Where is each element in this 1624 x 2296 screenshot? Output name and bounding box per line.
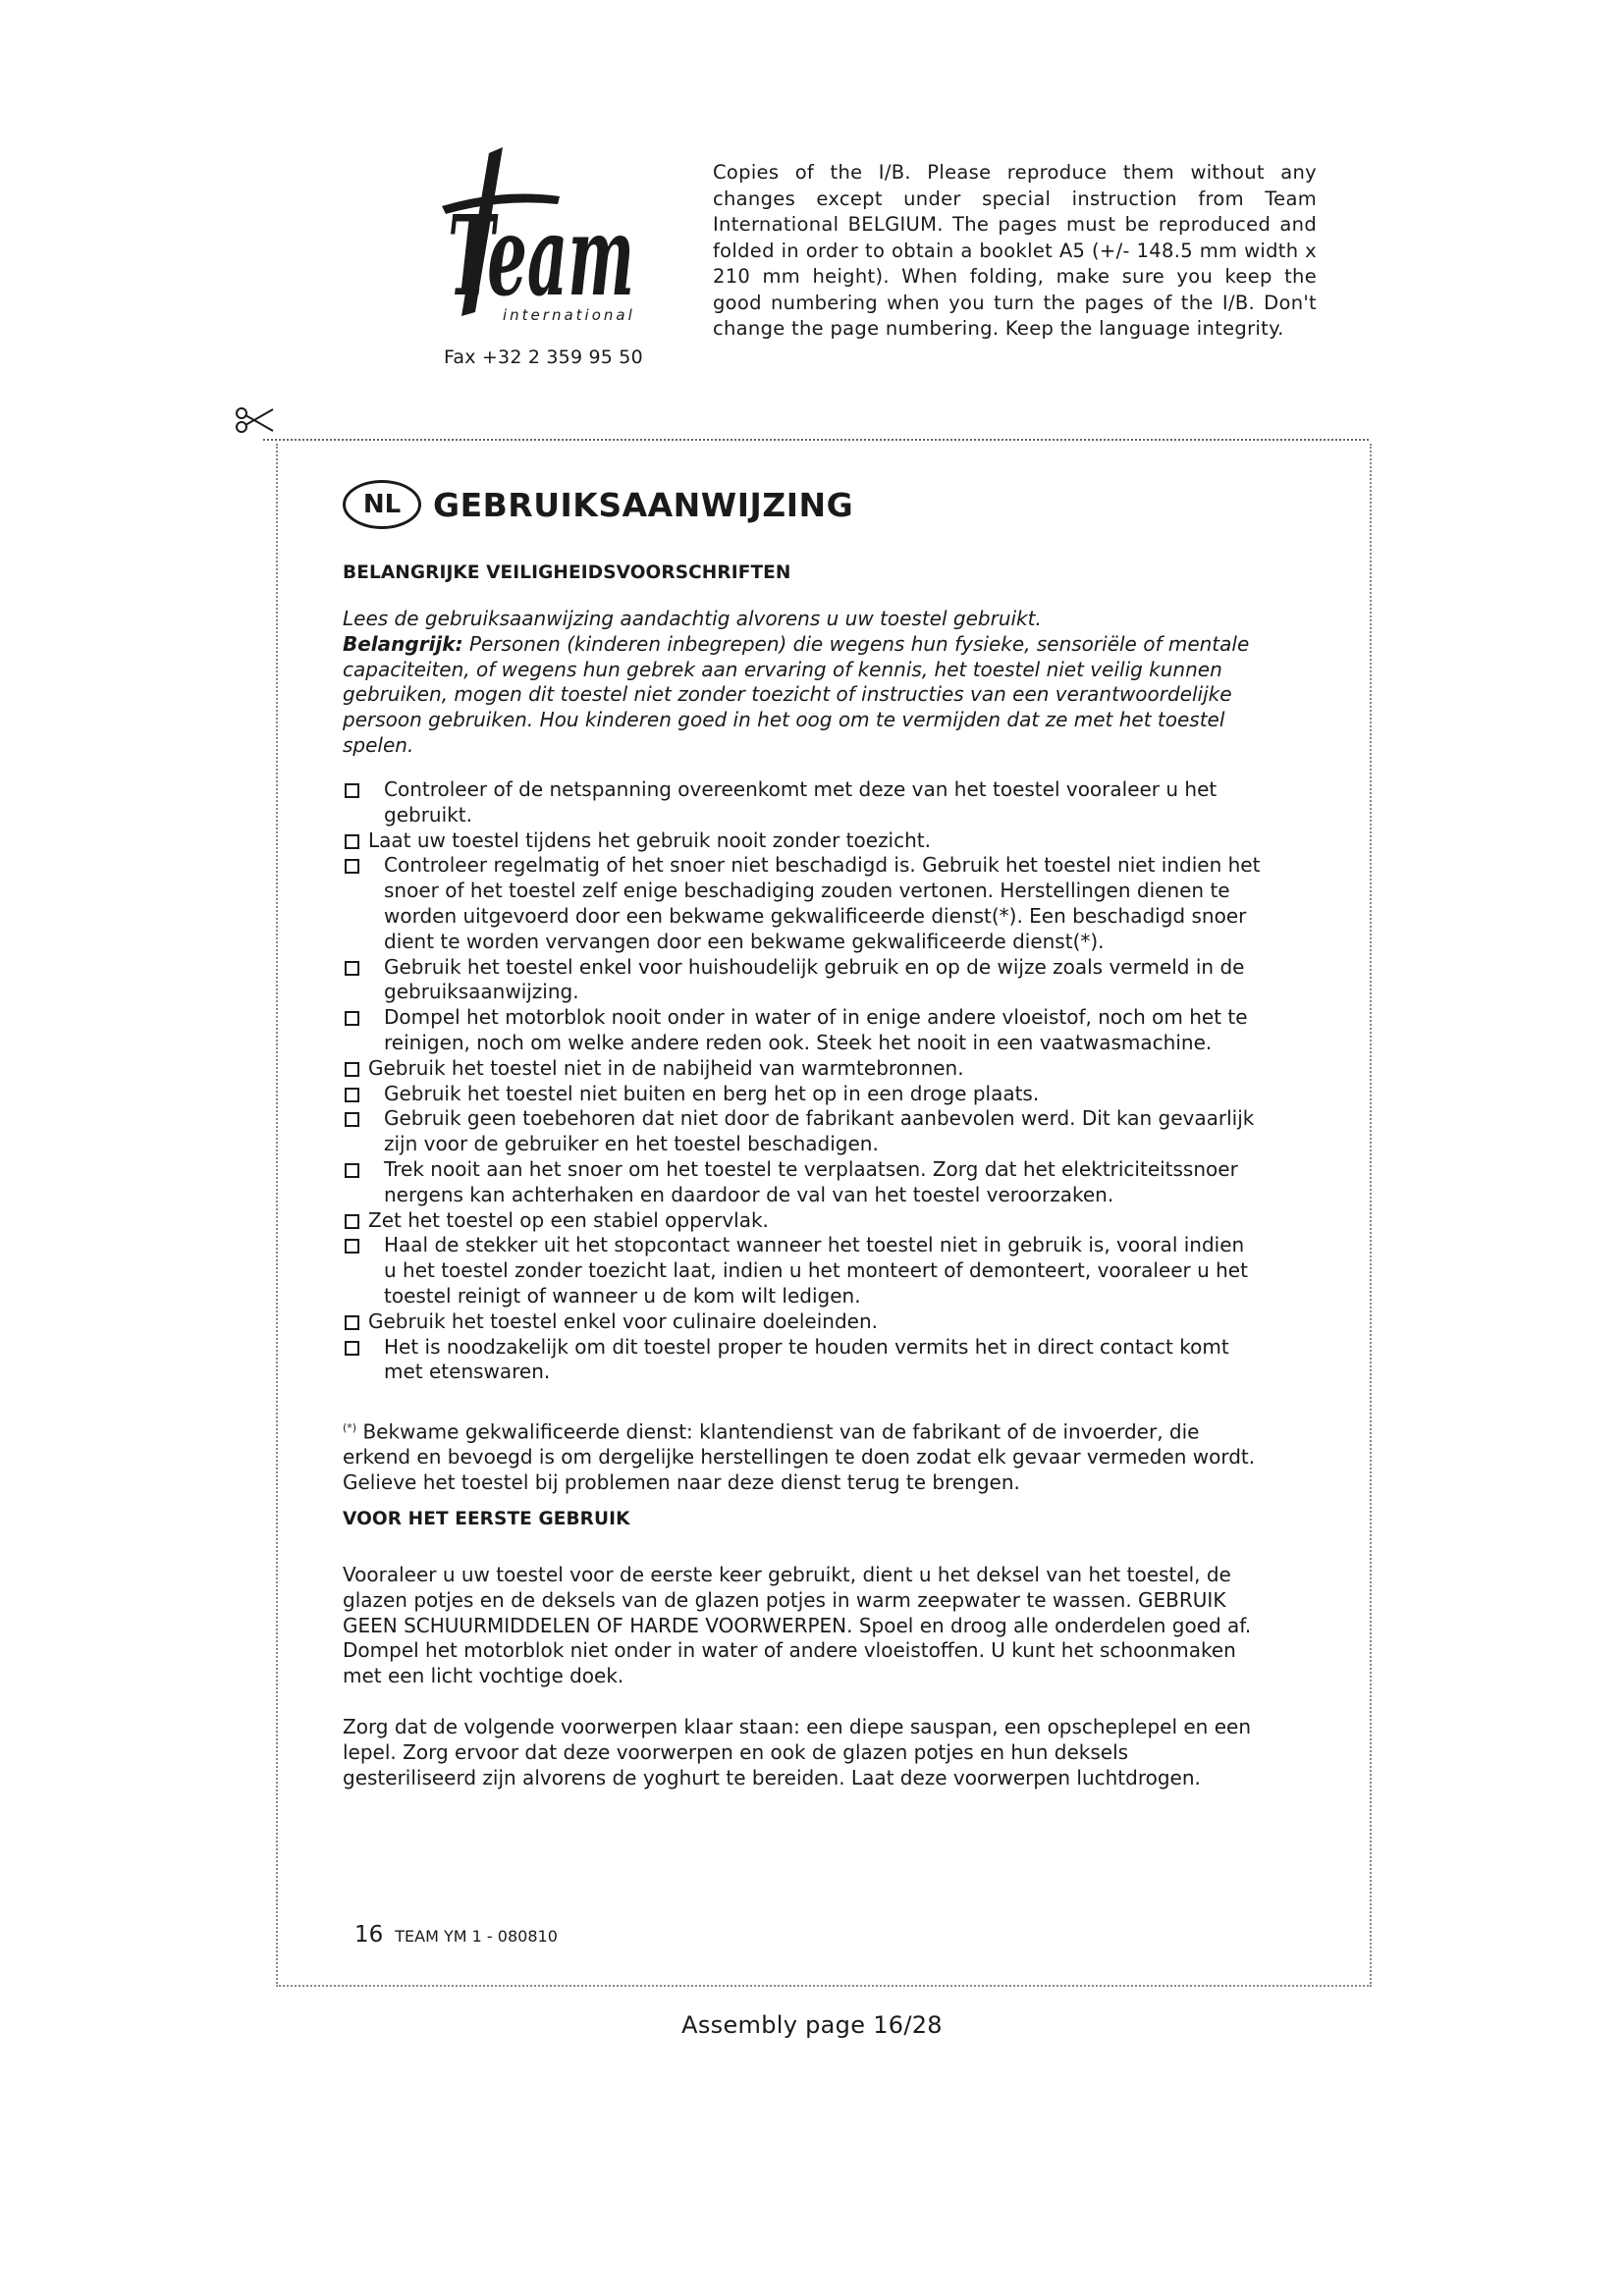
fax-number: Fax +32 2 359 95 50 bbox=[444, 347, 643, 368]
footnote-text: Bekwame gekwalificeerde dienst: klantendienst van de fabrikant of de invoerder, die erkend en bevoegd is om dergelijke herstellingen te doen zodat elk gevaar vermeden wordt. Gelieve het toestel bij problemen naar deze dienst terug te brengen. bbox=[343, 1419, 1256, 1495]
language-badge: NL bbox=[343, 480, 421, 529]
scissors-icon bbox=[234, 405, 279, 435]
list-item bbox=[343, 777, 1262, 828]
list-item bbox=[343, 1106, 1262, 1157]
important-text: Personen (kinderen inbegrepen) die wegens hun fysieke, sensoriële of mentale capaciteiten, of wegens hun gebrek aan ervaring of kennis, het toestel niet veilig kunnen gebruiken, mogen dit toestel niet zonder toezicht of instructies van een verantwoordelijke persoon gebruiken. Hou kinderen goed in het oog om te vermijden dat ze met het toestel spelen. bbox=[343, 631, 1250, 757]
list-item bbox=[343, 955, 1262, 1006]
checkbox-bullet-icon bbox=[345, 859, 359, 874]
checkbox-bullet-icon bbox=[345, 1214, 359, 1229]
assembly-page-label: Assembly page 16/28 bbox=[681, 2011, 943, 2039]
page-footer bbox=[354, 1922, 558, 1948]
checkbox-bullet-icon bbox=[345, 834, 359, 849]
page-title-row bbox=[343, 461, 854, 524]
product-code: TEAM YM 1 - 080810 bbox=[395, 1927, 558, 1946]
print-instructions: Copies of the I/B. Please reproduce them without any changes except under special instruction from Team International BELGIUM. The pages must be reproduced and folded in order to obtain a booklet A5 (+/- 148.5 mm width x 210 mm height). When folding, make sure you keep the good numbering when you turn the pages of the I/B. Don't change the page numbering. Keep the language integrity. bbox=[713, 161, 1317, 340]
footnote bbox=[343, 1415, 1262, 1496]
intro-line: Lees de gebruiksaanwijzing aandachtig alvorens u uw toestel gebruikt. bbox=[343, 607, 1042, 630]
first-use-paragraph-2: Zorg dat de volgende voorwerpen klaar staan: een diepe sauspan, een opscheplepel en een lepel. Zorg ervoor dat deze voorwerpen en ook de glazen potjes en hun deksels gesteriliseerd zijn alvorens de yoghurt te bereiden. Laat deze voorwerpen luchtdrogen. bbox=[343, 1715, 1251, 1789]
important-notice bbox=[343, 632, 1256, 759]
list-item bbox=[343, 1056, 1262, 1082]
list-item bbox=[343, 1157, 1262, 1208]
checkbox-bullet-icon bbox=[345, 783, 359, 798]
checkbox-bullet-icon bbox=[345, 1239, 359, 1254]
list-item-text: Gebruik het toestel niet in de nabijheid van warmtebronnen. bbox=[368, 1055, 964, 1080]
list-item bbox=[343, 1005, 1262, 1056]
safety-intro bbox=[343, 607, 1256, 759]
checkbox-bullet-icon bbox=[345, 1315, 359, 1330]
list-item bbox=[343, 1335, 1262, 1386]
list-item-text: Zet het toestel op een stabiel oppervlak. bbox=[368, 1207, 769, 1232]
list-item-text: Controleer regelmatig of het snoer niet beschadigd is. Gebruik het toestel niet indien het snoer of het toestel zelf enige beschadiging zouden vertonen. Herstellingen dienen te worden uitgevoerd door een bekwame gekwalificeerde dienst(*). Een beschadigd snoer dient te worden vervangen door een bekwame gekwalificeerde dienst(*). bbox=[384, 853, 1261, 953]
list-item bbox=[343, 1082, 1262, 1107]
logo-wordmark: Team bbox=[448, 192, 634, 321]
team-international-logo bbox=[412, 147, 668, 344]
logo-subtitle: international bbox=[503, 306, 635, 324]
list-item bbox=[343, 1208, 1262, 1234]
page-number: 16 bbox=[354, 1922, 384, 1948]
list-item-text: Gebruik het toestel niet buiten en berg het op in een droge plaats. bbox=[384, 1081, 1040, 1105]
checkbox-bullet-icon bbox=[345, 1341, 359, 1356]
safety-heading: BELANGRIJKE VEILIGHEIDSVOORSCHRIFTEN bbox=[343, 562, 791, 583]
list-item bbox=[343, 1233, 1262, 1308]
important-label: Belangrijk: bbox=[343, 631, 463, 656]
logo-graphic bbox=[412, 147, 668, 344]
list-item-text: Controleer of de netspanning overeenkomt met deze van het toestel vooraleer u het gebruikt. bbox=[384, 777, 1218, 827]
list-item-text: Haal de stekker uit het stopcontact wanneer het toestel niet in gebruik is, vooral indien u het toestel zonder toezicht laat, indien u het monteert of demonteert, vooraleer u het toestel reinigt of wanneer u de kom wilt ledigen. bbox=[384, 1233, 1248, 1308]
checkbox-bullet-icon bbox=[345, 961, 359, 976]
checkbox-bullet-icon bbox=[345, 1062, 359, 1077]
list-item bbox=[343, 1309, 1262, 1335]
cut-line bbox=[263, 439, 1369, 441]
list-item bbox=[343, 828, 1262, 854]
list-item-text: Trek nooit aan het snoer om het toestel te verplaatsen. Zorg dat het elektriciteitssnoer nergens kan achterhaken en daardoor de val van het toestel veroorzaken. bbox=[384, 1156, 1238, 1206]
list-item-text: Gebruik geen toebehoren dat niet door de fabrikant aanbevolen werd. Dit kan gevaarlijk zijn voor de gebruiker en het toestel beschadigen. bbox=[384, 1106, 1255, 1156]
list-item-text: Het is noodzakelijk om dit toestel proper te houden vermits het in direct contact komt met etenswaren. bbox=[384, 1334, 1229, 1384]
checkbox-bullet-icon bbox=[345, 1011, 359, 1026]
checkbox-bullet-icon bbox=[345, 1112, 359, 1127]
list-item-text: Gebruik het toestel enkel voor culinaire doeleinden. bbox=[368, 1308, 878, 1333]
list-item-text: Dompel het motorblok nooit onder in water of in enige andere vloeistof, noch om het te reinigen, noch om welke andere reden ook. Steek het nooit in een vaatwasmachine. bbox=[384, 1005, 1248, 1054]
safety-list bbox=[343, 777, 1262, 1385]
first-use-paragraph-1: Vooraleer u uw toestel voor de eerste keer gebruikt, dient u het deksel van het toestel, de glazen potjes en de deksels van de glazen potjes in warm zeepwater te wassen. GEBRUIK GEEN SCHUURMIDDELEN OF HARDE VOORWERPEN. Spoel en droog alle onderdelen goed af. Dompel het motorblok niet onder in water of andere vloeistoffen. U kunt het schoonmaken met een licht vochtige doek. bbox=[343, 1563, 1252, 1688]
checkbox-bullet-icon bbox=[345, 1088, 359, 1102]
list-item bbox=[343, 853, 1262, 954]
footnote-mark: (*) bbox=[343, 1421, 357, 1434]
checkbox-bullet-icon bbox=[345, 1163, 359, 1178]
list-item-text: Gebruik het toestel enkel voor huishoudelijk gebruik en op de wijze zoals vermeld in de gebruiksaanwijzing. bbox=[384, 954, 1245, 1004]
list-item-text: Laat uw toestel tijdens het gebruik nooit zonder toezicht. bbox=[368, 828, 931, 852]
first-use-heading: VOOR HET EERSTE GEBRUIK bbox=[343, 1509, 630, 1529]
page-title: GEBRUIKSAANWIJZING bbox=[433, 485, 854, 524]
